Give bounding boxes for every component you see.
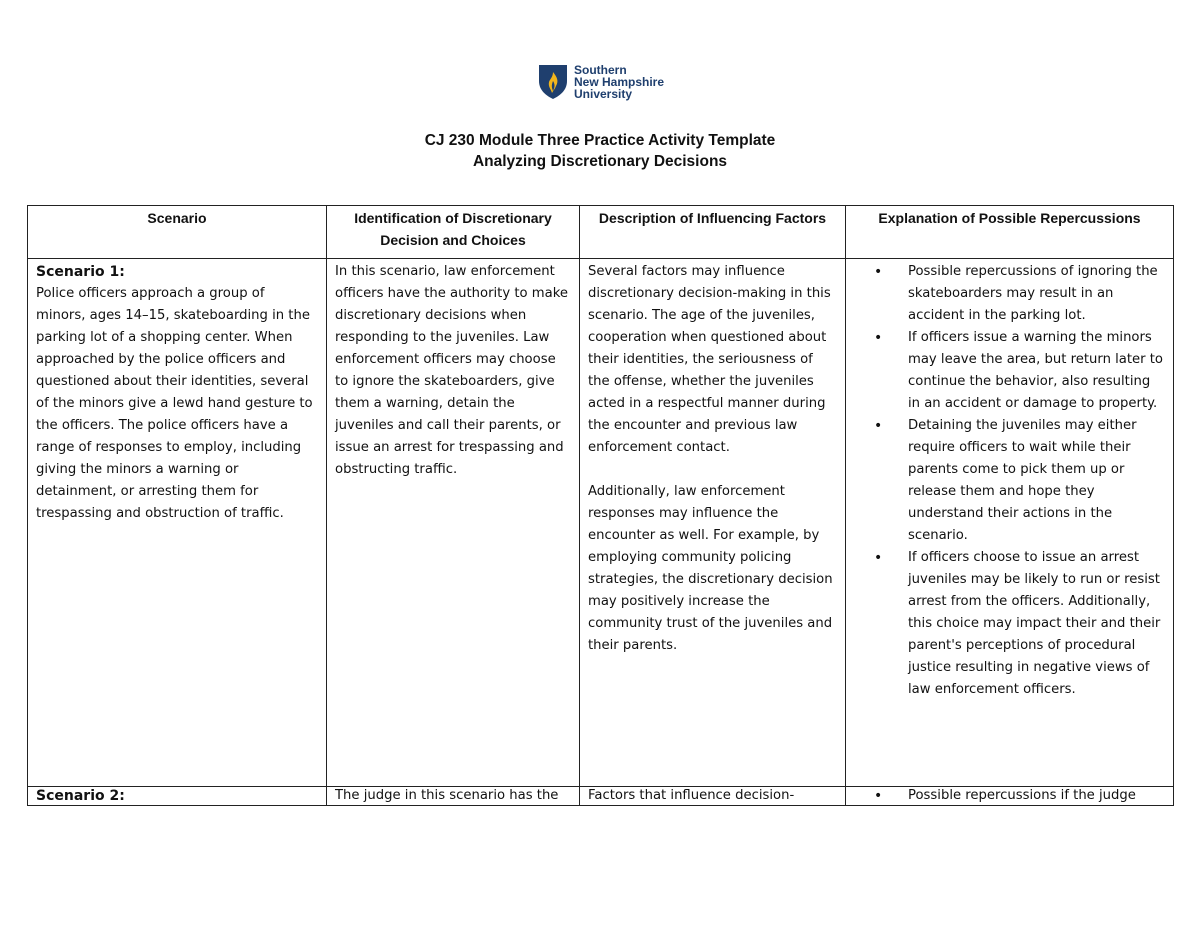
factors-paragraph-1: Several factors may influence discretionary decision-making in this scenario. The age of the juveniles, cooperation when questioned about their identities, the seriousness of the offense, whether the juveniles acted in a respectful manner during the encounter and previous law enforcement contact. <box>588 264 831 455</box>
list-item: • Possible repercussions of ignoring the skateboarders may result in an accident in the parking lot. <box>854 261 1165 327</box>
list-item: • If officers issue a warning the minors may leave the area, but return later to continue the behavior, also resulting in an accident or damage to property. <box>854 327 1165 415</box>
document-title <box>0 130 1200 172</box>
repercussions-cell <box>846 259 1174 787</box>
logo-wordmark <box>574 64 664 100</box>
logo-line-3: University <box>574 87 633 101</box>
list-item: • Possible repercussions if the judge <box>854 787 1165 805</box>
logo-line-1: Southern <box>574 63 627 77</box>
repercussions-list <box>854 261 1165 701</box>
identification-text: In this scenario, law enforcement officers have the authority to make discretionary decisions when responding to the juveniles. Law enforcement officers may choose to ignore the skateboarders, give them a warning, detain the juveniles and call their parents, or issue an arrest for trespassing and obstructing traffic. <box>335 264 568 477</box>
scenario-text: Police officers approach a group of minors, ages 14–15, skateboarding in the parking lot of a shopping center. When approached by the police officers and questioned about their identities, several of the minors give a lewd hand gesture to the officers. The police officers have a range of responses to employ, including giving the minors a warning or detainment, or arresting them for trespassing and obstruction of traffic. <box>36 286 313 521</box>
identification-text: The judge in this scenario has the <box>335 788 559 803</box>
list-item: • If officers choose to issue an arrest juveniles may be likely to run or resist arrest from the officers. Additionally, this choice may impact their and their parent's perceptions of procedural justice resulting in negative views of law enforcement officers. <box>854 547 1165 701</box>
factors-paragraph-2: Additionally, law enforcement responses may influence the encounter as well. For example, by employing community policing strategies, the discretionary decision may positively increase the community trust of the juveniles and their parents. <box>588 484 833 653</box>
shield-flame-icon <box>538 64 568 100</box>
identification-cell <box>327 787 580 806</box>
identification-cell <box>327 259 580 787</box>
scenario-cell <box>28 259 327 787</box>
logo-line-2: New Hampshire <box>574 75 665 89</box>
scenario-cell <box>28 787 327 806</box>
list-item: • Detaining the juveniles may either require officers to wait while their parents come to pick them up or release them and hope they understand their actions in the scenario. <box>854 415 1165 547</box>
university-logo <box>538 64 664 100</box>
factors-text: Factors that influence decision- <box>588 788 795 803</box>
factors-cell <box>580 787 846 806</box>
title-line-1: CJ 230 Module Three Practice Activity Template <box>424 132 776 149</box>
scenario-label: Scenario 1: <box>36 264 125 280</box>
scenario-label: Scenario 2: <box>36 788 125 804</box>
repercussions-list <box>854 787 1165 805</box>
activity-table <box>27 205 1174 806</box>
table-row <box>28 787 1174 806</box>
header-repercussions: Explanation of Possible Repercussions <box>846 206 1174 259</box>
table-row <box>28 259 1174 787</box>
header-scenario: Scenario <box>28 206 327 259</box>
table-header-row <box>28 206 1174 259</box>
title-line-2: Analyzing Discretionary Decisions <box>472 153 728 170</box>
repercussions-cell <box>846 787 1174 806</box>
header-identification: Identification of Discretionary Decision and Choices <box>327 206 580 259</box>
factors-cell <box>580 259 846 787</box>
header-factors: Description of Influencing Factors <box>580 206 846 259</box>
